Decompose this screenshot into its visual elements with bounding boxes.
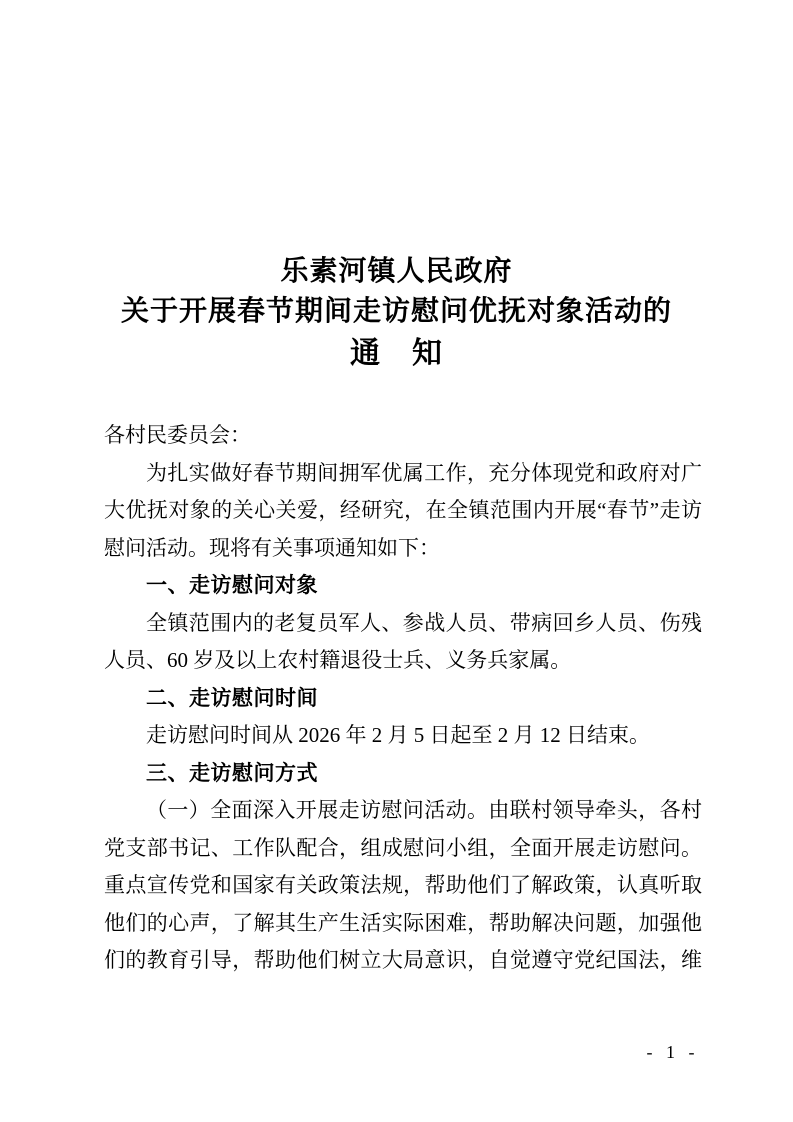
section-heading-3: 三、走访慰问方式 (146, 761, 318, 785)
document-body (104, 417, 702, 980)
title-notice-word: 通 知 (350, 337, 443, 370)
paragraph-intro: 为扎实做好春节期间拥军优属工作，充分体现党和政府对广大优抚对象的关心关爱，经研究，在全镇范围内开展“春节”走访慰问活动。现将有关事项通知如下： (104, 460, 702, 560)
title-issuing-org: 乐素河镇人民政府 (280, 256, 513, 287)
page-number: - 1 - (646, 1042, 699, 1062)
paragraph-section-1: 全镇范围内的老复员军人、参战人员、带病回乡人员、伤残人员、60 岁及以上农村籍退役士兵、义务兵家属。 (104, 610, 702, 672)
paragraph-section-3-item-1: （一）全面深入开展走访慰问活动。由联村领导牵头，各村党支部书记、工作队配合，组成慰问小组，全面开展走访慰问。重点宣传党和国家有关政策法规，帮助他们了解政策，认真听取他们的心声，了解其生产生活实际困难，帮助解决问题，加强他们的教育引导，帮助他们树立大局意识，自觉遵守党纪国法，维 (104, 798, 702, 972)
document-title (0, 252, 793, 376)
paragraph-section-2: 走访慰问时间从 2026 年 2 月 5 日起至 2 月 12 日结束。 (146, 723, 650, 747)
salutation: 各村民委员会： (104, 423, 251, 447)
section-heading-1: 一、走访慰问对象 (146, 574, 318, 597)
title-subject: 关于开展春节期间走访慰问优抚对象活动的 (120, 296, 672, 327)
section-heading-2: 二、走访慰问时间 (146, 686, 318, 710)
